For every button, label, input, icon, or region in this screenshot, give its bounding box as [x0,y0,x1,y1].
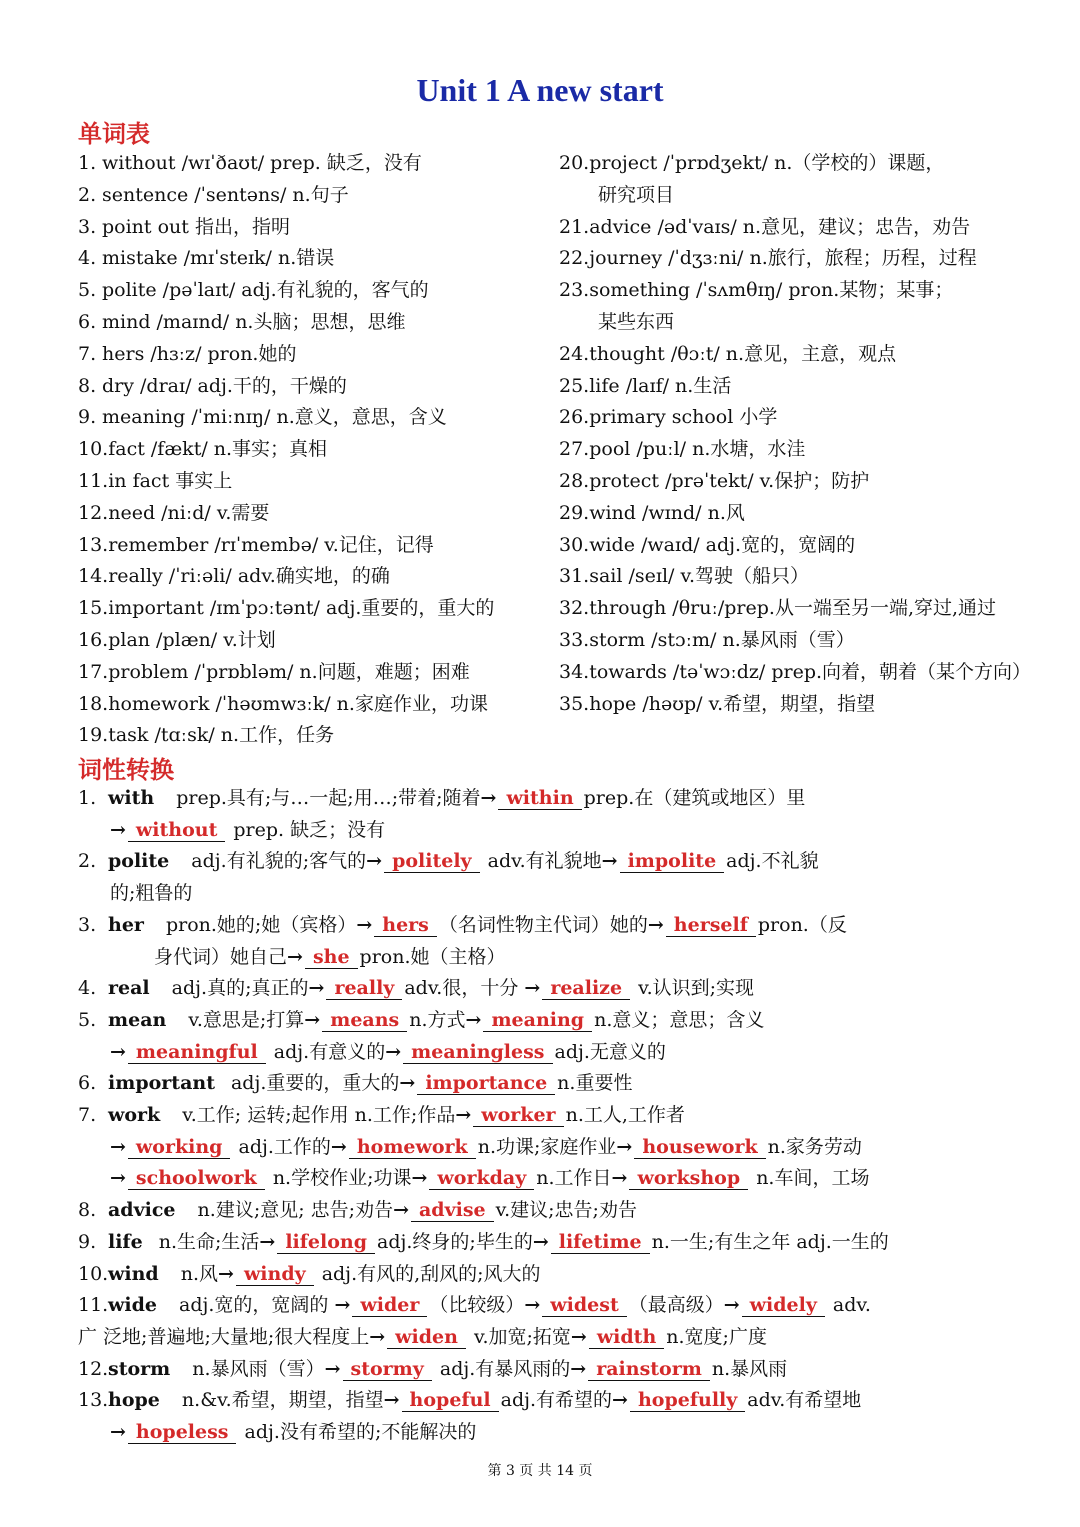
arrow-icon: → [330,1135,347,1158]
answer-blank: herself [666,914,756,937]
answer-blank: meaningless [403,1041,552,1064]
definition-text: n.暴风雨 [711,1357,788,1380]
entry-text: homework /ˈhəʊmwɜːk/ n.家庭作业，功课 [108,692,488,715]
vocab-entry [78,720,548,752]
item-number: 4. [78,977,97,1000]
keyword: work [108,1104,161,1127]
vocab-entry [559,148,1019,180]
vocab-entry [559,212,1019,244]
conversion-line [78,1195,1018,1227]
definition-text: adj.没有希望的;不能解决的 [238,1421,477,1444]
item-number: 6. [78,1072,97,1095]
vocab-entry [559,657,1032,689]
vocab-entry [78,625,548,657]
vocab-entry [78,657,548,689]
answer-blank: means [322,1009,407,1032]
entry-number: 26. [559,406,590,429]
entry-number: 20. [559,152,590,174]
conversion-list [78,783,1018,1449]
answer-blank: widen [387,1326,466,1349]
conversion-line [78,1259,1018,1291]
keyword: life [108,1230,143,1253]
answer-blank: workshop [629,1167,748,1190]
definition-text: n.家务劳动 [767,1135,862,1158]
entry-text: really /ˈriːəli/ adv.确实地，的确 [108,565,390,588]
entry-text: without /wɪˈðaʊt/ prep. 缺乏，没有 [102,152,422,174]
answer-blank: rainstorm [588,1358,710,1381]
entry-text: important /ɪmˈpɔːtənt/ adj.重要的，重大的 [108,597,495,620]
keyword: wide [108,1294,157,1317]
vocab-entry [559,689,1019,721]
vocab-entry [78,530,548,562]
definition-text: n.风 [174,1262,219,1285]
entry-text: storm /stɔːm/ n.暴风雨（雪） [589,628,855,651]
answer-blank: without [128,819,225,842]
answer-blank: widely [742,1294,825,1317]
vocab-entry [559,593,1019,625]
definition-text: v.工作; 运转;起作用 n.工作;作品 [176,1104,456,1127]
arrow-icon: → [399,1072,416,1095]
conversion-line [78,1385,1018,1417]
entry-number: 3. [78,215,97,238]
answer-blank: stormy [343,1358,432,1381]
entry-text: protect /prəˈtekt/ v.保护；防护 [589,469,870,492]
vocab-entry [559,498,1019,530]
answer-blank: workday [429,1167,534,1190]
entry-text: project /ˈprɒdʒekt/ n.（学校的）课题， [589,152,945,174]
definition-text: n.建议;意见; 忠告;劝告 [191,1199,394,1222]
keyword: advice [108,1199,176,1222]
vocab-entry [78,371,548,403]
arrow-icon: → [304,1008,321,1031]
entry-number: 33. [559,628,590,651]
conversion-line [78,783,1018,815]
arrow-icon: → [287,945,303,968]
conversion-line [78,815,1018,847]
definition-text: adj.有意义的 [267,1040,386,1063]
arrow-icon: → [308,977,325,1000]
entry-number: 1. [78,152,97,174]
arrow-icon: → [524,1294,541,1317]
entry-number: 15. [78,597,109,620]
entry-number: 7. [78,342,97,365]
definition-text: pron.（反 [757,913,847,936]
definition-text: n.方式 [409,1008,466,1031]
entry-number: 25. [559,374,590,397]
entry-number: 14. [78,565,109,588]
vocab-entry [78,148,548,180]
conversion-line [78,1322,1018,1354]
page-footer: 第 3 页 共 14 页 [487,1463,593,1479]
entry-number: 12. [78,501,109,524]
definition-text: n.意义；意思；含义 [594,1008,765,1031]
answer-blank: widest [542,1294,626,1317]
entry-number: 2. [78,183,97,206]
definition-text: adv.有礼貌地 [481,850,602,873]
vocab-entry [78,243,548,275]
vocab-entry [559,434,1019,466]
entry-text: remember /rɪˈmembə/ v.记住，记得 [108,533,434,556]
item-number: 13. [78,1389,109,1412]
entry-text: sail /seɪl/ v.驾驶（船只） [589,565,809,588]
definition-text: n.&v.希望，期望，指望 [175,1389,384,1412]
vocab-entry [78,307,548,339]
vocab-entry [559,466,1019,498]
conversion-line [78,1005,1018,1037]
arrow-icon: → [611,1167,628,1190]
definition-text: n.功课;家庭作业 [477,1135,617,1158]
entry-text: wide /waɪd/ adj.宽的，宽阔的 [589,533,856,556]
entry-text: life /laɪf/ n.生活 [589,374,732,397]
entry-text: dry /draɪ/ adj.干的，干燥的 [102,374,347,397]
definition-text: v.建议;忠告;劝告 [495,1199,637,1222]
arrow-icon: → [110,1135,126,1158]
item-number: 9. [78,1230,97,1253]
entry-text: mistake /mɪˈsteɪk/ n.错误 [102,247,335,270]
entry-number: 5. [78,279,97,302]
entry-number: 34. [559,660,590,683]
entry-text: in fact 事实上 [108,469,233,492]
answer-blank: width [589,1326,664,1349]
conversion-line [78,1132,1018,1164]
definition-text: adj.重要的，重大的 [230,1072,400,1095]
vocab-column-left [78,148,548,752]
keyword: hope [108,1389,160,1412]
entry-text: meaning /ˈmiːnɪŋ/ n.意义，意思，含义 [102,406,447,429]
arrow-icon: → [110,818,126,841]
definition-text: adj.有礼貌的;客气的 [185,850,367,873]
entry-number: 8. [78,374,97,397]
entry-number: 28. [559,469,590,492]
entry-number: 27. [559,438,590,461]
entry-text: need /niːd/ v.需要 [108,501,270,524]
entry-number: 9. [78,406,97,429]
entry-text: problem /ˈprɒbləm/ n.问题，难题；困难 [108,660,470,683]
answer-blank: realize [542,977,630,1000]
vocab-entry [78,593,548,625]
definition-text: v.加宽;拓宽 [467,1325,571,1348]
arrow-icon: → [110,1421,126,1444]
entry-number: 35. [559,692,590,715]
definition-text: prep. 缺乏；没有 [227,818,386,841]
definition-text: adj.真的;真正的 [165,977,309,1000]
arrow-icon: → [465,1008,482,1031]
entry-text: point out 指出，指明 [102,215,290,238]
arrow-icon: → [366,850,383,873]
arrow-icon: → [334,1294,351,1317]
answer-blank: working [128,1136,231,1159]
entry-number: 32. [559,597,590,620]
entry-text: task /tɑːsk/ n.工作，任务 [108,724,335,747]
conversion-line [78,846,1018,878]
entry-number: 18. [78,692,109,715]
answer-blank: worker [473,1104,563,1127]
vocab-entry [559,275,1019,307]
entry-number: 10. [78,438,109,461]
answer-blank: lifetime [551,1231,650,1254]
arrow-icon: → [383,1389,400,1412]
definition-text: adj.终身的;毕生的 [377,1230,533,1253]
vocab-entry [78,561,548,593]
entry-text: thought /θɔːt/ n.意见，主意，观点 [589,342,897,365]
answer-blank: impolite [620,850,725,873]
answer-blank: homework [349,1136,476,1159]
definition-text: adj.有风的,刮风的;风大的 [315,1262,541,1285]
definition-text: n.工人,工作者 [565,1104,685,1127]
definition-text: adj.有希望的 [500,1389,613,1412]
arrow-icon: → [647,913,664,936]
answer-blank: hers [374,914,437,937]
entry-text: journey /ˈdʒɜːni/ n.旅行，旅程；历程，过程 [589,247,977,270]
item-number: 3. [78,913,97,936]
arrow-icon: → [480,787,497,809]
entry-number: 22. [559,247,590,270]
arrow-icon: → [369,1325,386,1348]
entry-number: 30. [559,533,590,556]
vocab-entry [78,275,548,307]
definition-text: 身代词）她自己 [154,945,288,968]
conversion-line [78,1037,1018,1069]
entry-number: 29. [559,501,590,524]
vocab-entry [78,498,548,530]
entry-text: towards /təˈwɔːdz/ prep.向着，朝着（某个方向） [589,660,1032,683]
arrow-icon: → [411,1167,428,1190]
answer-blank: advise [411,1199,494,1222]
conversion-line [78,1417,1018,1449]
definition-text: adj.宽的，宽阔的 [172,1294,335,1317]
answer-blank: hopeless [128,1421,237,1444]
vocab-entry [559,561,1019,593]
entry-text: wind /wɪnd/ n.风 [589,501,745,524]
definition-text: adj.工作的 [232,1135,331,1158]
conversion-line [78,1354,1018,1386]
definition-text: n.生命;生活 [158,1230,260,1253]
conversion-line [78,973,1018,1005]
answer-blank: importance [417,1072,555,1095]
vocab-entry [78,339,548,371]
page-title: Unit 1 A new start [416,72,664,108]
vocab-entry [559,339,1019,371]
vocab-entry [559,625,1019,657]
definition-text: （名词性物主代词）她的 [438,913,648,936]
definition-text: n.学校作业;功课 [266,1167,412,1190]
definition-text: adj.有暴风雨的 [433,1357,571,1380]
definition-text: adv.很，十分 [404,977,525,1000]
item-number: 1. [78,787,97,809]
vocab-entry [78,402,548,434]
entry-text: hers /hɜːz/ pron.她的 [102,342,297,365]
entry-text: mind /maɪnd/ n.头脑；思想，思维 [102,310,406,333]
definition-text: n.宽度;广度 [666,1325,767,1348]
definition-text: v.意思是;打算 [182,1008,305,1031]
answer-blank: windy [236,1263,314,1286]
definition-text: adj.不礼貌 [726,850,819,873]
item-number: 11. [78,1294,109,1317]
arrow-icon: → [616,1135,633,1158]
entry-number: 24. [559,342,590,365]
item-number: 5. [78,1008,97,1031]
conversion-line [78,1100,1018,1132]
keyword: with [108,787,155,809]
entry-number: 19. [78,724,109,747]
definition-text: （比较级） [429,1294,525,1317]
entry-number: 17. [78,660,109,683]
arrow-icon: → [110,1167,126,1190]
definition-text: n.暴风雨（雪） [186,1357,325,1380]
vocab-entry [559,307,1019,339]
vocab-entry [78,212,548,244]
definition-text: prep.在（建筑或地区）里 [583,787,806,809]
answer-blank: politely [384,850,480,873]
definition-text: pron.她（主格） [359,945,506,968]
conversion-line [78,1227,1018,1259]
conversion-line [78,1290,1018,1322]
definition-text: 广 泛地;普遍地;大量地;很大程度上 [78,1325,370,1348]
answer-blank: schoolwork [128,1167,265,1190]
answer-blank: meaning [483,1009,592,1032]
arrow-icon: → [356,913,373,936]
answer-blank: she [305,946,358,969]
answer-blank: hopefully [630,1389,745,1412]
conversion-line [78,910,1018,942]
entry-number: 11. [78,469,109,492]
vocab-column-right [559,148,1032,720]
entry-text: primary school 小学 [589,406,778,429]
conversion-line [78,1068,1018,1100]
item-number: 10. [78,1262,109,1285]
answer-blank: wider [352,1294,427,1317]
definition-text: n.车间，工场 [750,1167,870,1190]
keyword: important [108,1072,215,1095]
entry-text: plan /plæn/ v.计划 [108,628,276,651]
arrow-icon: → [393,1199,409,1222]
vocab-heading: 单词表 [78,119,150,148]
item-number: 8. [78,1199,97,1222]
entry-text: 研究项目 [598,183,675,206]
arrow-icon: → [570,1357,587,1380]
definition-text: prep.具有;与…一起;用…;带着;随着 [170,787,481,809]
item-number: 2. [78,850,97,873]
entry-number: 21. [559,215,590,238]
entry-text: something /ˈsʌmθɪŋ/ pron.某物；某事； [589,279,954,302]
conversion-line [78,1163,1018,1195]
entry-text: polite /pəˈlaɪt/ adj.有礼貌的，客气的 [102,279,429,302]
definition-text: pron.她的;她（宾格） [159,913,357,936]
entry-text: sentence /ˈsentəns/ n.句子 [102,183,349,206]
answer-blank: lifelong [277,1231,375,1254]
keyword: her [108,913,144,936]
vocab-entry [559,371,1019,403]
conversion-line [78,942,1018,974]
answer-blank: really [326,977,402,1000]
arrow-icon: → [601,850,618,873]
vocab-entry [78,689,548,721]
entry-text: advice /ədˈvaɪs/ n.意见，建议；忠告，劝告 [589,215,971,238]
entry-text: pool /puːl/ n.水塘，水洼 [589,438,806,461]
keyword: storm [108,1357,171,1380]
entry-text: fact /fækt/ n.事实；真相 [108,438,328,461]
answer-blank: housework [634,1136,765,1159]
definition-text: n.重要性 [557,1072,633,1095]
vocab-entry [559,402,1019,434]
entry-text: 某些东西 [598,310,675,333]
definition-text: adv. [826,1294,871,1317]
entry-number: 23. [559,279,590,302]
arrow-icon: → [110,1040,126,1063]
entry-number: 16. [78,628,109,651]
vocab-entry [559,180,1019,212]
vocab-entry [78,434,548,466]
arrow-icon: → [570,1325,587,1348]
conversion-heading: 词性转换 [78,755,174,784]
definition-text: n.工作日 [536,1167,612,1190]
entry-number: 6. [78,310,97,333]
conversion-line [78,878,1018,910]
keyword: wind [108,1262,159,1285]
entry-number: 4. [78,247,97,270]
definition-text: adj.无意义的 [554,1040,666,1063]
vocab-entry [78,466,548,498]
keyword: real [108,977,150,1000]
arrow-icon: → [532,1230,549,1253]
arrow-icon: → [324,1357,341,1380]
definition-text: 的;粗鲁的 [110,882,193,905]
entry-text: hope /həʊp/ v.希望，期望，指望 [589,692,876,715]
definition-text: （最高级） [628,1294,724,1317]
definition-text: n.一生;有生之年 adj.一生的 [651,1230,889,1253]
arrow-icon: → [385,1040,402,1063]
arrow-icon: → [612,1389,628,1412]
arrow-icon: → [723,1294,740,1317]
item-number: 12. [78,1357,109,1380]
entry-number: 31. [559,565,590,588]
entry-text: through /θruː/prep.从一端至另一端,穿过,通过 [589,597,997,620]
answer-blank: meaningful [128,1041,266,1064]
arrow-icon: → [218,1262,234,1285]
arrow-icon: → [524,977,541,1000]
vocab-entry [78,180,548,212]
keyword: polite [108,850,170,873]
answer-blank: within [498,787,581,810]
vocab-entry [559,530,1019,562]
definition-text: v.认识到;实现 [632,977,755,1000]
entry-number: 13. [78,533,109,556]
vocab-entry [559,243,1019,275]
answer-blank: hopeful [402,1389,499,1412]
arrow-icon: → [455,1104,472,1127]
definition-text: adv.有希望地 [747,1389,862,1412]
item-number: 7. [78,1104,97,1127]
keyword: mean [108,1008,167,1031]
arrow-icon: → [259,1230,276,1253]
